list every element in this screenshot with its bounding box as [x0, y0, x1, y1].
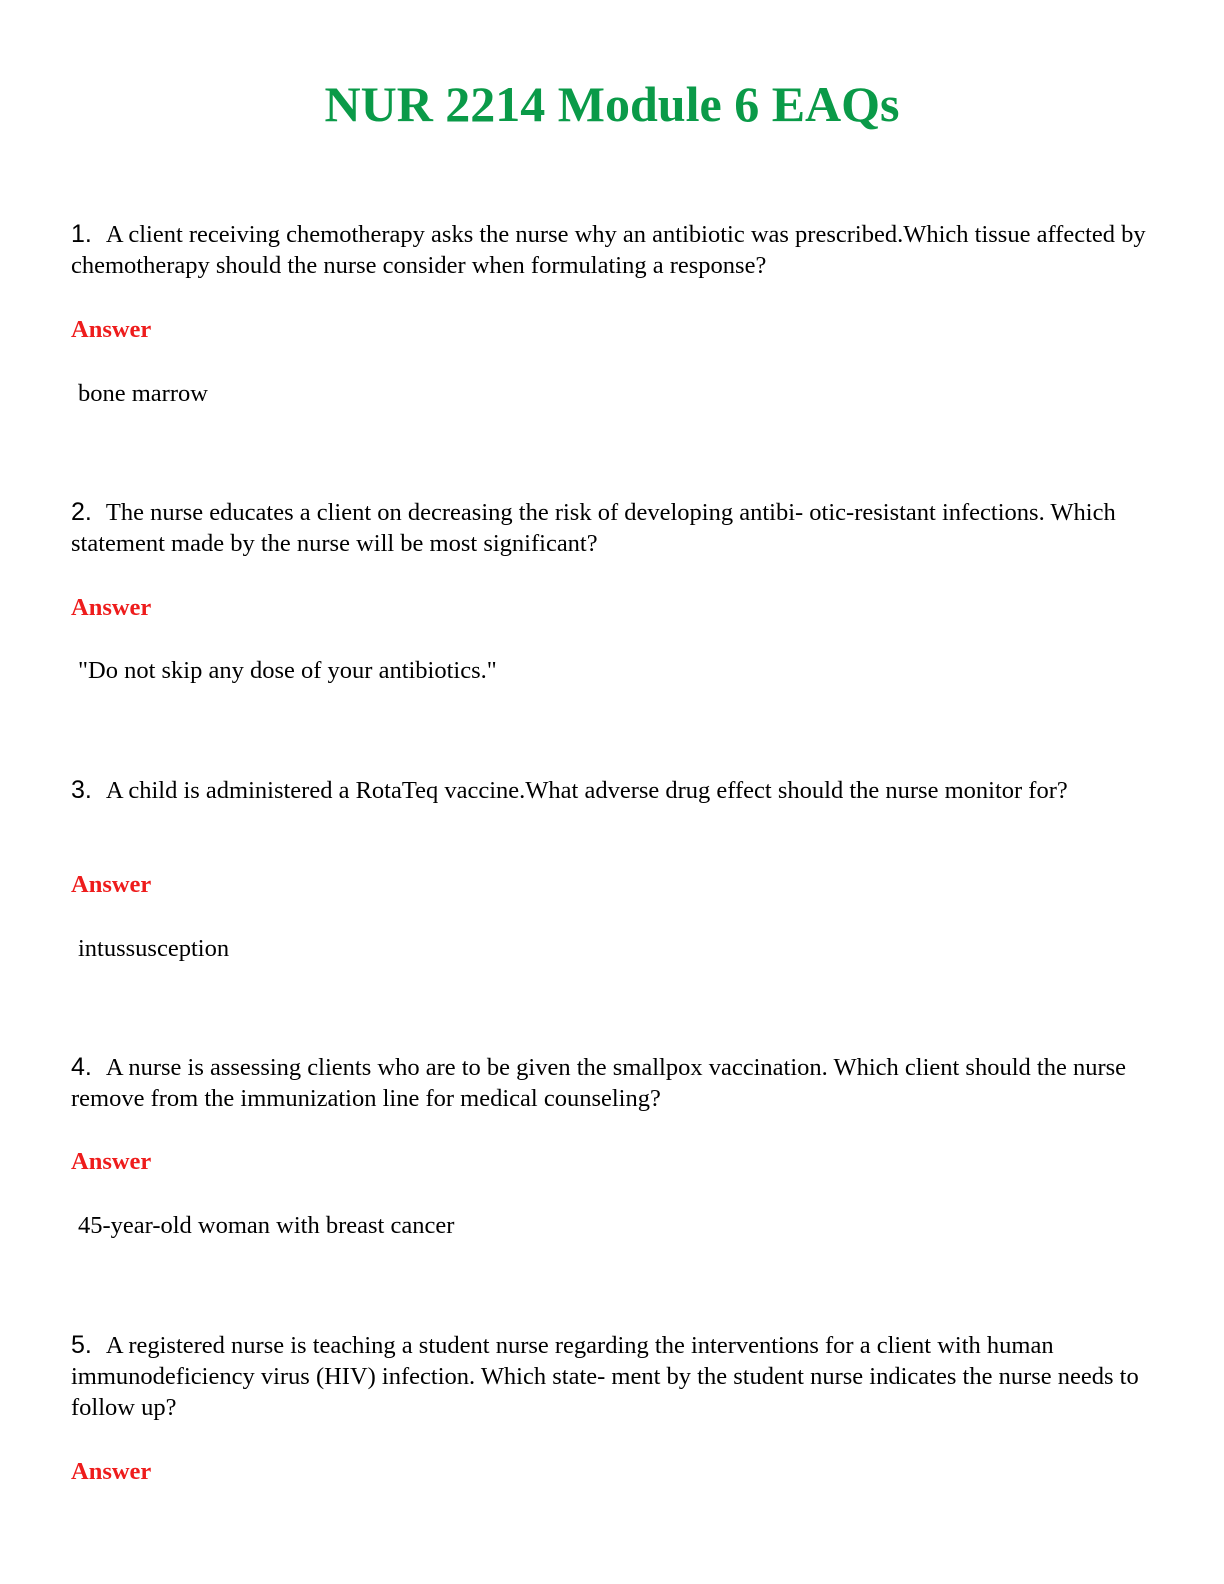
- answer-text: 45-year-old woman with breast cancer: [78, 1212, 455, 1239]
- question-text: 3. A child is administered a RotaTeq vaccine.What adverse drug effect should the nurse monitor for?: [71, 776, 1068, 804]
- answer-label: Answer: [71, 1458, 152, 1485]
- question-text: 5. A registered nurse is teaching a student nurse regarding the interventions for a client with human immunodeficiency virus (HIV) infection. Which state- ment by the student nurse indicates the nurse needs to follow up?: [71, 1331, 1139, 1421]
- question-block-2: [71, 497, 1151, 684]
- question-text: 1. A client receiving chemotherapy asks the nurse why an antibiotic was prescribed.Which tissue affected by chemotherapy should the nurse consider when formulating a response?: [71, 220, 1146, 279]
- question-number: 1.: [71, 220, 92, 248]
- answer-label: Answer: [71, 594, 152, 621]
- question-number: 3.: [71, 776, 92, 804]
- question-number: 5.: [71, 1331, 92, 1359]
- answer-text: bone marrow: [78, 380, 208, 407]
- question-block-5: [71, 1330, 1151, 1485]
- page-title: NUR 2214 Module 6 EAQs: [324, 76, 900, 132]
- question-text: 4. A nurse is assessing clients who are to be given the smallpox vaccination. Which client should the nurse remove from the immunization line for medical counseling?: [71, 1053, 1127, 1112]
- question-number: 2.: [71, 498, 92, 526]
- answer-text: intussusception: [78, 935, 230, 962]
- answer-label: Answer: [71, 316, 152, 343]
- answer-label: Answer: [71, 1148, 152, 1175]
- question-block-4: [71, 1052, 1151, 1239]
- question-number: 4.: [71, 1053, 92, 1081]
- question-block-1: [71, 219, 1151, 407]
- answer-label: Answer: [71, 871, 152, 898]
- question-block-3: [71, 775, 1151, 962]
- question-text: 2. The nurse educates a client on decreasing the risk of developing antibi- otic-resistant infections. Which statement made by the nurse will be most significant?: [71, 498, 1116, 557]
- answer-text: "Do not skip any dose of your antibiotics.": [78, 657, 497, 684]
